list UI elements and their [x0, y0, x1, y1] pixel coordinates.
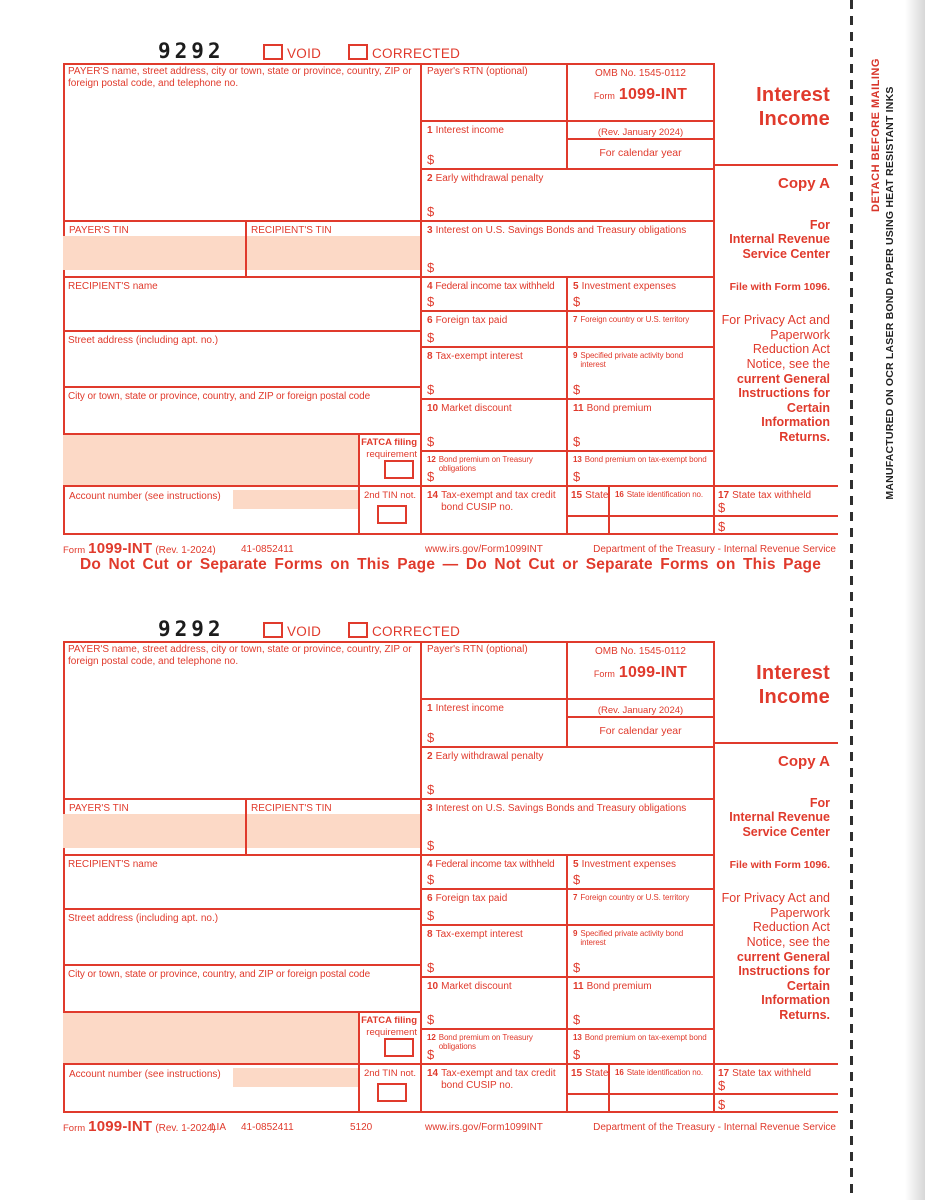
void-checkbox — [263, 44, 283, 60]
box-8-label: Tax-exempt interest — [435, 929, 523, 940]
box-7-foreign-country — [566, 888, 713, 924]
box-4-label: Federal income tax withheld — [435, 281, 555, 292]
form-word: Form — [593, 669, 615, 679]
irs-center-line1: For — [809, 218, 830, 232]
payer-tin-label: PAYER'S TIN — [69, 225, 129, 236]
dollar-sign: $ — [573, 469, 581, 484]
box-5-label: Investment expenses — [581, 281, 677, 292]
recipient-tin-label: RECIPIENT'S TIN — [251, 803, 332, 814]
file-with-1096-label: File with Form 1096. — [729, 859, 830, 871]
box-17-label: State tax withheld — [732, 1068, 812, 1079]
ocr-scan-code: 9292 — [158, 617, 225, 641]
privacy-notice — [718, 313, 830, 445]
form-footer — [63, 1115, 838, 1135]
box-10-market-discount — [420, 398, 566, 450]
account-shaded-area — [233, 490, 358, 509]
footer-form-number: 1099-INT — [88, 540, 153, 557]
fatca-label-line2: requirement — [366, 448, 417, 460]
recipient-tin-label: RECIPIENT'S TIN — [251, 225, 332, 236]
box-2-early-withdrawal — [420, 168, 713, 220]
box-15-label: State — [585, 490, 609, 501]
box-10-label: Market discount — [441, 403, 512, 414]
box-12-number: 12 — [427, 1033, 436, 1042]
box-10-market-discount — [420, 976, 566, 1028]
form-title-block — [715, 63, 838, 166]
omb-label: OMB No. 1545-0112 — [595, 68, 686, 79]
box-16-state-id — [608, 1063, 713, 1113]
form-footer — [63, 537, 838, 557]
form-title-line2: Income — [758, 686, 830, 709]
fatca-checkbox — [384, 1038, 414, 1057]
box-2-number: 2 — [427, 173, 433, 184]
box-16-number: 16 — [615, 490, 624, 499]
state-row-divider — [568, 1093, 610, 1095]
box-4-number: 4 — [427, 281, 433, 292]
box-9-label: Specified private activity bond interest — [580, 351, 684, 370]
corrected-label: CORRECTED — [372, 624, 461, 639]
account-number-label: Account number (see instructions) — [69, 1069, 221, 1080]
box-8-tax-exempt-interest — [420, 924, 566, 976]
dollar-sign: $ — [427, 434, 435, 449]
copy-a-label: Copy A — [778, 753, 830, 770]
street-address-box — [63, 908, 420, 964]
form-number: 1099-INT — [618, 86, 688, 103]
box-10-label: Market discount — [441, 981, 512, 992]
void-label: VOID — [287, 624, 322, 639]
rev-box — [566, 698, 713, 716]
right-info-column — [713, 641, 838, 1113]
tin-divider-line — [245, 222, 247, 278]
box-9-private-activity-bond — [566, 924, 713, 976]
box-12-label: Bond premium on Treasury obligations — [438, 455, 533, 474]
box-8-label: Tax-exempt interest — [435, 351, 523, 362]
box-12-premium-treasury — [420, 1028, 566, 1063]
dollar-sign: $ — [573, 960, 581, 975]
dollar-sign: $ — [427, 838, 435, 853]
box-14-label: Tax-exempt and tax credit bond CUSIP no. — [441, 490, 556, 513]
fatca-box — [358, 1011, 420, 1063]
box-12-premium-treasury — [420, 450, 566, 485]
dollar-sign: $ — [573, 434, 581, 449]
box-7-number: 7 — [573, 315, 578, 324]
irs-center-label — [729, 796, 830, 839]
calendar-year-box — [566, 716, 713, 746]
box-10-number: 10 — [427, 981, 439, 992]
form-title-block — [715, 641, 838, 744]
city-label: City or town, state or province, country, and ZIP or foreign postal code — [68, 391, 371, 402]
box-6-number: 6 — [427, 315, 433, 326]
irs-center-line1: For — [809, 796, 830, 810]
dollar-sign: $ — [718, 519, 726, 534]
box-3-savings-bonds — [420, 798, 713, 854]
irs-center-line3: Service Center — [742, 824, 830, 839]
box-2-early-withdrawal — [420, 746, 713, 798]
recipient-name-box — [63, 854, 420, 908]
tin-row — [63, 798, 420, 854]
form-copy-bottom — [63, 614, 838, 1135]
footer-print-code: 41-0852411 — [241, 1122, 294, 1133]
box-15-number: 15 — [571, 490, 583, 501]
form-title-line1: Interest — [756, 662, 830, 684]
recipient-name-label: RECIPIENT'S name — [68, 859, 158, 870]
manufactured-vertical-label: MANUFACTURED ON OCR LASER BOND PAPER USING HEAT RESISTANT INKS — [884, 86, 896, 500]
perforation-dashed-line — [850, 0, 853, 1200]
dollar-sign: $ — [573, 1047, 581, 1062]
box-13-premium-tax-exempt — [566, 450, 713, 485]
box-1-interest-income — [420, 698, 566, 746]
dollar-sign: $ — [427, 1047, 435, 1062]
form-word: Form — [593, 91, 615, 101]
privacy-notice-bold-text: current General Instructions for Certain Information Returns. — [736, 949, 830, 1022]
fatca-label-line1: FATCA filing — [361, 437, 417, 448]
second-tin-box — [358, 485, 420, 535]
copy-a-label: Copy A — [778, 175, 830, 192]
form-header-row — [63, 614, 838, 641]
box-12-label: Bond premium on Treasury obligations — [438, 1033, 533, 1052]
omb-box — [566, 641, 713, 698]
privacy-notice-text: For Privacy Act and Paperwork Reduction Act Notice, see the — [721, 313, 830, 371]
account-number-box — [63, 485, 358, 535]
form-copy-top — [63, 36, 838, 557]
ocr-scan-code: 9292 — [158, 39, 225, 63]
calendar-year-box — [566, 138, 713, 168]
shaded-blank-box — [63, 1011, 358, 1063]
fatca-label-line1: FATCA filing — [361, 1015, 417, 1026]
footer-form-id — [63, 540, 216, 557]
irs-url: www.irs.gov/Form1099INT — [425, 1122, 543, 1133]
box-5-label: Investment expenses — [581, 859, 677, 870]
dollar-sign: $ — [573, 1012, 581, 1027]
calendar-year-label: For calendar year — [599, 725, 682, 737]
dollar-sign: $ — [427, 730, 435, 745]
street-address-box — [63, 330, 420, 386]
second-tin-label: 2nd TIN not. — [363, 490, 417, 501]
account-shaded-area — [233, 1068, 358, 1087]
second-tin-checkbox — [377, 1083, 407, 1102]
fatca-checkbox — [384, 460, 414, 479]
box-16-state-id — [608, 485, 713, 535]
box-1-label: Interest income — [435, 125, 504, 136]
box-1-number: 1 — [427, 703, 433, 714]
omb-label: OMB No. 1545-0112 — [595, 646, 686, 657]
payer-info-label: PAYER'S name, street address, city or town, state or province, country, ZIP or foreign postal code, and telephone no. — [68, 66, 412, 89]
corrected-label: CORRECTED — [372, 46, 461, 61]
payer-info-box — [63, 63, 420, 220]
box-3-savings-bonds — [420, 220, 713, 276]
footer-rev-label: (Rev. 1-2024) — [155, 545, 216, 556]
box-17-number: 17 — [718, 490, 730, 501]
form-title-line2: Income — [758, 108, 830, 131]
dollar-sign: $ — [573, 294, 581, 309]
box-6-number: 6 — [427, 893, 433, 904]
fatca-box — [358, 433, 420, 485]
void-label: VOID — [287, 46, 322, 61]
box-4-label: Federal income tax withheld — [435, 859, 555, 870]
box-15-number: 15 — [571, 1068, 583, 1079]
box-13-premium-tax-exempt — [566, 1028, 713, 1063]
box-11-label: Bond premium — [586, 981, 652, 992]
box-3-number: 3 — [427, 225, 433, 236]
payer-rtn-box — [420, 63, 566, 120]
do-not-cut-banner: Do Not Cut or Separate Forms on This Page — Do Not Cut or Separate Forms on This Page — [79, 556, 822, 573]
box-3-label: Interest on U.S. Savings Bonds and Treasury obligations — [435, 225, 687, 236]
box-2-label: Early withdrawal penalty — [435, 751, 544, 762]
dollar-sign: $ — [573, 872, 581, 887]
box-3-number: 3 — [427, 803, 433, 814]
payer-rtn-label: Payer's RTN (optional) — [427, 66, 528, 77]
dollar-sign: $ — [427, 872, 435, 887]
shaded-blank-box — [63, 433, 358, 485]
street-address-label: Street address (including apt. no.) — [68, 913, 219, 924]
dollar-sign: $ — [427, 330, 435, 345]
box-16-label: State identification no. — [626, 1068, 704, 1077]
box-16-number: 16 — [615, 1068, 624, 1077]
detach-before-mailing-vertical-label: DETACH BEFORE MAILING — [870, 58, 882, 212]
fatca-label-line2: requirement — [366, 1026, 417, 1038]
void-checkbox — [263, 622, 283, 638]
dollar-sign: $ — [718, 500, 726, 515]
file-with-1096-label: File with Form 1096. — [729, 281, 830, 293]
box-10-number: 10 — [427, 403, 439, 414]
box-14-cusip — [420, 485, 566, 535]
box-8-number: 8 — [427, 351, 433, 362]
box-1-label: Interest income — [435, 703, 504, 714]
dollar-sign: $ — [427, 294, 435, 309]
box-6-foreign-tax — [420, 310, 566, 346]
dollar-sign: $ — [427, 908, 435, 923]
dollar-sign: $ — [427, 960, 435, 975]
recipient-name-box — [63, 276, 420, 330]
box-13-label: Bond premium on tax-exempt bond — [584, 455, 707, 464]
payer-tin-label: PAYER'S TIN — [69, 803, 129, 814]
payer-rtn-box — [420, 641, 566, 698]
box-15-label: State — [585, 1068, 609, 1079]
tin-entry-shaded-area — [63, 236, 420, 270]
box-5-number: 5 — [573, 281, 579, 292]
form-number-block — [568, 79, 713, 104]
tin-divider-line — [245, 800, 247, 856]
box-5-investment-expenses — [566, 276, 713, 310]
omb-box — [566, 63, 713, 120]
dollar-sign: $ — [427, 782, 435, 797]
footer-rev-label: (Rev. 1-2024) — [155, 1123, 216, 1134]
box-13-number: 13 — [573, 1033, 582, 1042]
box-16-label: State identification no. — [626, 490, 704, 499]
page-edge-shadow — [905, 0, 925, 1200]
city-box — [63, 964, 420, 1011]
box-4-federal-tax — [420, 276, 566, 310]
rev-label: (Rev. January 2024) — [597, 705, 684, 716]
irs-center-label — [729, 218, 830, 261]
irs-center-line3: Service Center — [742, 246, 830, 261]
box-7-number: 7 — [573, 893, 578, 902]
dollar-sign: $ — [427, 204, 435, 219]
form-number-block — [568, 657, 713, 682]
box-9-number: 9 — [573, 351, 578, 360]
dollar-sign: $ — [427, 382, 435, 397]
dollar-sign: $ — [427, 152, 435, 167]
box-17-number: 17 — [718, 1068, 730, 1079]
box-9-label: Specified private activity bond interest — [580, 929, 684, 948]
rev-label: (Rev. January 2024) — [597, 127, 684, 138]
footer-form-number: 1099-INT — [88, 1118, 153, 1135]
privacy-notice-bold-text: current General Instructions for Certain Information Returns. — [736, 371, 830, 444]
box-7-foreign-country — [566, 310, 713, 346]
state-row-divider — [610, 515, 715, 517]
form-1099int-table — [63, 641, 838, 1113]
calendar-year-label: For calendar year — [599, 147, 682, 159]
form-header-row — [63, 36, 838, 63]
box-4-federal-tax — [420, 854, 566, 888]
box-11-bond-premium — [566, 398, 713, 450]
box-14-cusip — [420, 1063, 566, 1113]
right-info-column — [713, 63, 838, 535]
dollar-sign: $ — [573, 382, 581, 397]
footer-form-id — [63, 1118, 216, 1135]
box-6-label: Foreign tax paid — [435, 315, 508, 326]
box-12-number: 12 — [427, 455, 436, 464]
city-box — [63, 386, 420, 433]
box-1-number: 1 — [427, 125, 433, 136]
corrected-checkbox — [348, 44, 368, 60]
footer-batch-code: 5120 — [350, 1122, 373, 1133]
footer-form-word: Form — [63, 545, 86, 556]
box-8-tax-exempt-interest — [420, 346, 566, 398]
box-11-bond-premium — [566, 976, 713, 1028]
box-5-number: 5 — [573, 859, 579, 870]
dollar-sign: $ — [427, 469, 435, 484]
box-15-state — [566, 485, 608, 535]
box-7-label: Foreign country or U.S. territory — [580, 315, 690, 324]
box-5-investment-expenses — [566, 854, 713, 888]
privacy-notice — [718, 891, 830, 1023]
rev-box — [566, 120, 713, 138]
box-6-foreign-tax — [420, 888, 566, 924]
state-row-divider — [610, 1093, 715, 1095]
payer-rtn-label: Payer's RTN (optional) — [427, 644, 528, 655]
form-1099int-table — [63, 63, 838, 535]
box-17-label: State tax withheld — [732, 490, 812, 501]
treasury-label: Department of the Treasury - Internal Revenue Service — [593, 544, 836, 555]
form-number: 1099-INT — [618, 664, 688, 681]
second-tin-box — [358, 1063, 420, 1113]
payer-info-label: PAYER'S name, street address, city or town, state or province, country, ZIP or foreign postal code, and telephone no. — [68, 644, 412, 667]
box-15-state — [566, 1063, 608, 1113]
box-9-private-activity-bond — [566, 346, 713, 398]
box-13-number: 13 — [573, 455, 582, 464]
city-label: City or town, state or province, country, and ZIP or foreign postal code — [68, 969, 371, 980]
account-number-box — [63, 1063, 358, 1113]
box-2-label: Early withdrawal penalty — [435, 173, 544, 184]
second-tin-label: 2nd TIN not. — [363, 1068, 417, 1079]
footer-lia-code: LIA — [211, 1122, 227, 1133]
box-14-number: 14 — [427, 490, 439, 501]
footer-print-code: 41-0852411 — [241, 544, 294, 555]
footer-form-word: Form — [63, 1123, 86, 1134]
recipient-name-label: RECIPIENT'S name — [68, 281, 158, 292]
dollar-sign: $ — [718, 1097, 726, 1112]
corrected-checkbox — [348, 622, 368, 638]
box-9-number: 9 — [573, 929, 578, 938]
second-tin-checkbox — [377, 505, 407, 524]
payer-info-box — [63, 641, 420, 798]
state-row-divider — [568, 515, 610, 517]
form-title-line1: Interest — [756, 84, 830, 106]
irs-center-line2: Internal Revenue — [729, 810, 830, 825]
box-6-label: Foreign tax paid — [435, 893, 508, 904]
box-11-number: 11 — [573, 403, 584, 414]
irs-center-line2: Internal Revenue — [729, 232, 830, 247]
dollar-sign: $ — [427, 260, 435, 275]
box-1-interest-income — [420, 120, 566, 168]
dollar-sign: $ — [718, 1078, 726, 1093]
box-14-label: Tax-exempt and tax credit bond CUSIP no. — [441, 1068, 556, 1091]
box-3-label: Interest on U.S. Savings Bonds and Treasury obligations — [435, 803, 687, 814]
irs-url: www.irs.gov/Form1099INT — [425, 544, 543, 555]
box-4-number: 4 — [427, 859, 433, 870]
dollar-sign: $ — [427, 1012, 435, 1027]
box-11-label: Bond premium — [586, 403, 652, 414]
box-11-number: 11 — [573, 981, 584, 992]
box-14-number: 14 — [427, 1068, 439, 1079]
box-13-label: Bond premium on tax-exempt bond — [584, 1033, 707, 1042]
box-7-label: Foreign country or U.S. territory — [580, 893, 690, 902]
privacy-notice-text: For Privacy Act and Paperwork Reduction Act Notice, see the — [721, 891, 830, 949]
treasury-label: Department of the Treasury - Internal Revenue Service — [593, 1122, 836, 1133]
tin-entry-shaded-area — [63, 814, 420, 848]
box-2-number: 2 — [427, 751, 433, 762]
account-number-label: Account number (see instructions) — [69, 491, 221, 502]
tin-row — [63, 220, 420, 276]
street-address-label: Street address (including apt. no.) — [68, 335, 219, 346]
box-8-number: 8 — [427, 929, 433, 940]
